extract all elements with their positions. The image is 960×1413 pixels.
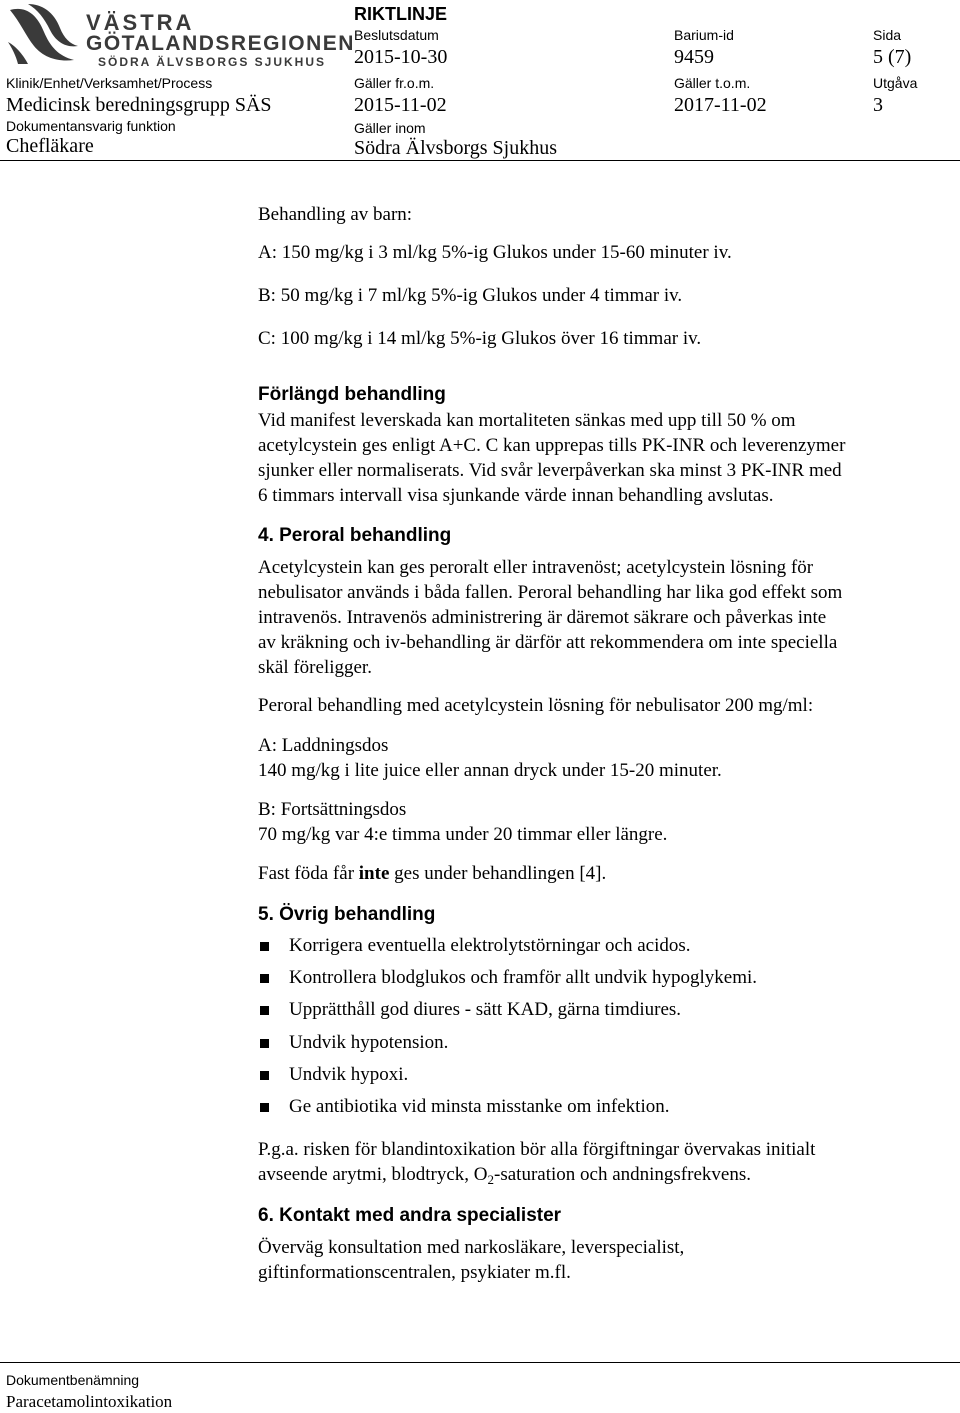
peroral-intro: Peroral behandling med acetylcystein lösning för nebulisator 200 mg/ml: <box>258 695 814 716</box>
peroral-heading: 4. Peroral behandling <box>258 525 452 546</box>
laddningsdos-text: 140 mg/kg i lite juice eller annan dryck under 15-20 minuter. <box>258 760 722 781</box>
barium-value: 9459 <box>674 46 714 68</box>
region-logo <box>6 2 355 69</box>
oxygen-subscript: 2 <box>487 1172 495 1187</box>
list-item-text: Kontrollera blodglukos och framför allt undvik hypoglykemi. <box>289 967 758 988</box>
list-item-text: Undvik hypoxi. <box>289 1064 409 1085</box>
ovrig-heading: 5. Övrig behandling <box>258 904 436 925</box>
pga-line-2 <box>258 1162 938 1187</box>
header-divider <box>0 160 960 161</box>
pga-line-2-post: -saturation och andningsfrekvens. <box>494 1164 751 1185</box>
ansvarig-value: Chefläkare <box>6 135 94 157</box>
peroral-line: nebulisator används i båda fallen. Peroral behandling har lika god effekt som <box>258 582 843 603</box>
benamning-value: Paracetamolintoxikation <box>6 1392 173 1411</box>
logo-line1: VÄSTRA <box>86 10 195 35</box>
pga-line: P.g.a. risken för blandintoxikation bör alla förgiftningar övervakas initialt <box>258 1139 816 1160</box>
fast-foda-line <box>258 861 938 886</box>
klinik-label: Klinik/Enhet/Verksamhet/Process <box>6 75 213 91</box>
fortsattningsdos-text: 70 mg/kg var 4:e timma under 20 timmar eller längre. <box>258 824 668 845</box>
kontakt-line: Överväg konsultation med narkosläkare, leverspecialist, <box>258 1237 685 1258</box>
sida-label: Sida <box>873 27 902 43</box>
ansvarig-label: Dokumentansvarig funktion <box>6 118 176 134</box>
beslutsdatum-value: 2015-10-30 <box>354 46 448 68</box>
list-item-text: Undvik hypotension. <box>289 1032 449 1053</box>
galler-tom-value: 2017-11-02 <box>674 94 767 116</box>
galler-from-value: 2015-11-02 <box>354 94 447 116</box>
doc-type: RIKTLINJE <box>354 4 448 24</box>
forlangd-line: acetylcystein ges enligt A+C. C kan upprepas tills PK-INR och leverenzymer <box>258 435 846 456</box>
peroral-line: skäl föreligger. <box>258 657 372 678</box>
fortsattningsdos-label: B: Fortsättningsdos <box>258 799 407 820</box>
barn-a-line: A: 150 mg/kg i 3 ml/kg 5%-ig Glukos under 15-60 minuter iv. <box>258 242 732 263</box>
bullet-square-icon <box>260 1006 269 1015</box>
list-item-text: Upprätthåll god diures - sätt KAD, gärna timdiures. <box>289 999 682 1020</box>
peroral-line: av kräkning och iv-behandling är därför att rekommendera om inte speciella <box>258 632 838 653</box>
bullet-square-icon <box>260 974 269 983</box>
pga-line-2-pre: avseende arytmi, blodtryck, O <box>258 1164 488 1185</box>
bullet-square-icon <box>260 1103 269 1112</box>
beslutsdatum-label: Beslutsdatum <box>354 27 439 43</box>
kontakt-heading: 6. Kontakt med andra specialister <box>258 1205 562 1226</box>
benamning-label: Dokumentbenämning <box>6 1372 140 1388</box>
forlangd-line: 6 timmars intervall visa sjunkande värde innan behandling avslutas. <box>258 485 774 506</box>
bullet-square-icon <box>260 1071 269 1080</box>
barn-c-line: C: 100 mg/kg i 14 ml/kg 5%-ig Glukos över 16 timmar iv. <box>258 328 702 349</box>
barn-b-line: B: 50 mg/kg i 7 ml/kg 5%-ig Glukos under 4 timmar iv. <box>258 285 683 306</box>
bullet-square-icon <box>260 942 269 951</box>
region-emblem-icon <box>6 2 80 66</box>
klinik-value: Medicinsk beredningsgrupp SÄS <box>6 94 272 116</box>
list-item-text: Korrigera eventuella elektrolytstörningar och acidos. <box>289 935 691 956</box>
barium-label: Barium-id <box>674 27 734 43</box>
list-item-text: Ge antibiotika vid minsta misstanke om infektion. <box>289 1096 670 1117</box>
utgava-label: Utgåva <box>873 75 918 91</box>
kontakt-line: giftinformationscentralen, psykiater m.fl. <box>258 1262 571 1283</box>
galler-inom-value: Södra Älvsborgs Sjukhus <box>354 137 557 159</box>
fast-foda-post: ges under behandlingen [4]. <box>389 863 607 884</box>
utgava-value: 3 <box>873 94 883 116</box>
bullet-square-icon <box>260 1039 269 1048</box>
peroral-line: Acetylcystein kan ges peroralt eller intravenöst; acetylcystein lösning för <box>258 557 814 578</box>
laddningsdos-label: A: Laddningsdos <box>258 735 389 756</box>
peroral-line: intravenös. Intravenös administrering är däremot säkrare och påverkas inte <box>258 607 827 628</box>
footer-divider <box>0 1362 960 1363</box>
galler-inom-label: Gäller inom <box>354 120 426 136</box>
forlangd-line: sjunker eller normaliserats. Vid svår leverpåverkan ska minst 3 PK-INR med <box>258 460 842 481</box>
fast-foda-emphasis: inte <box>358 863 390 884</box>
forlangd-line: Vid manifest leverskada kan mortaliteten sänkas med upp till 50 % om <box>258 410 796 431</box>
logo-line2: GÖTALANDSREGIONEN <box>86 32 355 55</box>
galler-tom-label: Gäller t.o.m. <box>674 75 751 91</box>
galler-from-label: Gäller fr.o.m. <box>354 75 435 91</box>
fast-foda-pre: Fast föda får <box>258 863 359 884</box>
forlangd-heading: Förlängd behandling <box>258 384 446 405</box>
sida-value: 5 (7) <box>873 46 912 68</box>
logo-line3: SÖDRA ÄLVSBORGS SJUKHUS <box>98 55 327 69</box>
barn-heading: Behandling av barn: <box>258 204 413 225</box>
